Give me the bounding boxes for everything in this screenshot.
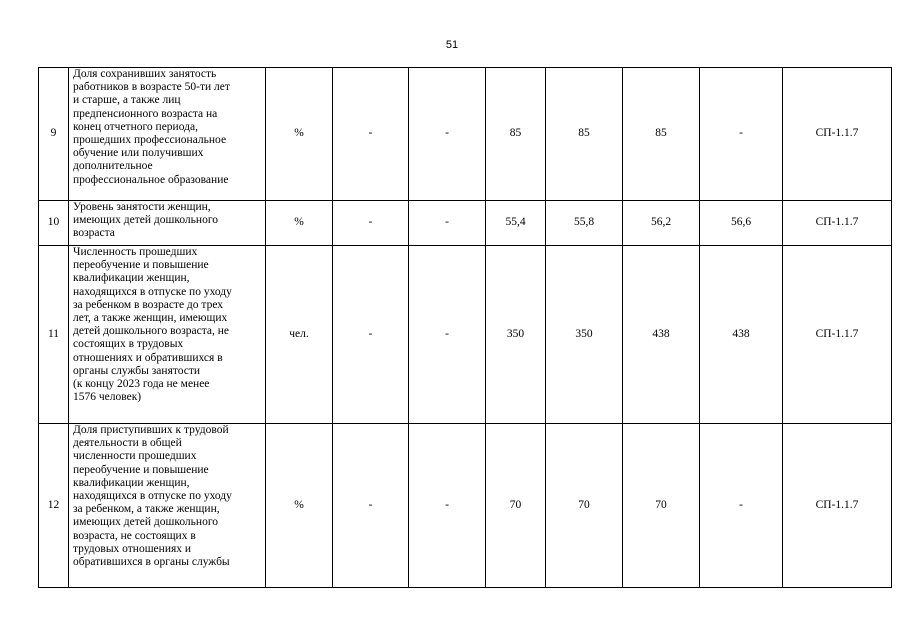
value-cell: - (333, 68, 409, 201)
value-cell: 56,6 (700, 201, 783, 246)
code-cell: СП-1.1.7 (783, 246, 892, 424)
value-cell: - (409, 201, 486, 246)
indicator-name: Уровень занятости женщин, имеющих детей дошкольного возраста (69, 201, 266, 246)
value-cell: 55,4 (486, 201, 546, 246)
value-cell: - (333, 201, 409, 246)
value-cell: - (409, 68, 486, 201)
value-cell: 55,8 (546, 201, 623, 246)
table-row (39, 424, 892, 588)
value-cell: 70 (623, 424, 700, 588)
row-number: 11 (39, 246, 69, 424)
value-cell: - (700, 424, 783, 588)
indicator-table (38, 67, 892, 588)
unit-cell: % (266, 68, 333, 201)
row-number: 10 (39, 201, 69, 246)
table-row (39, 246, 892, 424)
value-cell: 438 (623, 246, 700, 424)
value-cell: 70 (486, 424, 546, 588)
value-cell: - (409, 424, 486, 588)
value-cell: 70 (546, 424, 623, 588)
value-cell: 85 (546, 68, 623, 201)
value-cell: 85 (486, 68, 546, 201)
indicator-name: Доля сохранивших занятость работников в возрасте 50-ти лет и старше, а также лиц предпенсионного возраста на конец отчетного периода, прошедших профессиональное обучение или получивших дополнительное профессиональное образование (69, 68, 266, 201)
row-number: 9 (39, 68, 69, 201)
value-cell: 350 (486, 246, 546, 424)
value-cell: - (700, 68, 783, 201)
table-row (39, 68, 892, 201)
code-cell: СП-1.1.7 (783, 68, 892, 201)
indicator-name: Доля приступивших к трудовой деятельности в общей численности прошедших переобучение и повышение квалификации женщин, находящихся в отпуске по уходу за ребенком, а также женщин, имеющих детей дошкольного возраста, не состоящих в трудовых отношениях и обратившихся в органы службы (69, 424, 266, 588)
value-cell: - (333, 424, 409, 588)
value-cell: - (333, 246, 409, 424)
value-cell: 350 (546, 246, 623, 424)
value-cell: - (409, 246, 486, 424)
value-cell: 56,2 (623, 201, 700, 246)
unit-cell: % (266, 424, 333, 588)
row-number: 12 (39, 424, 69, 588)
page-number: 51 (445, 39, 459, 51)
code-cell: СП-1.1.7 (783, 201, 892, 246)
code-cell: СП-1.1.7 (783, 424, 892, 588)
indicator-name: Численность прошедших переобучение и повышение квалификации женщин, находящихся в отпуске по уходу за ребенком в возрасте до трех лет, а также женщин, имеющих детей дошкольного возраста, не состоящих в трудовых отношениях и обратившихся в органы службы занятости (к концу 2023 года не менее 1576 человек) (69, 246, 266, 424)
value-cell: 85 (623, 68, 700, 201)
table-row (39, 201, 892, 246)
unit-cell: чел. (266, 246, 333, 424)
unit-cell: % (266, 201, 333, 246)
value-cell: 438 (700, 246, 783, 424)
